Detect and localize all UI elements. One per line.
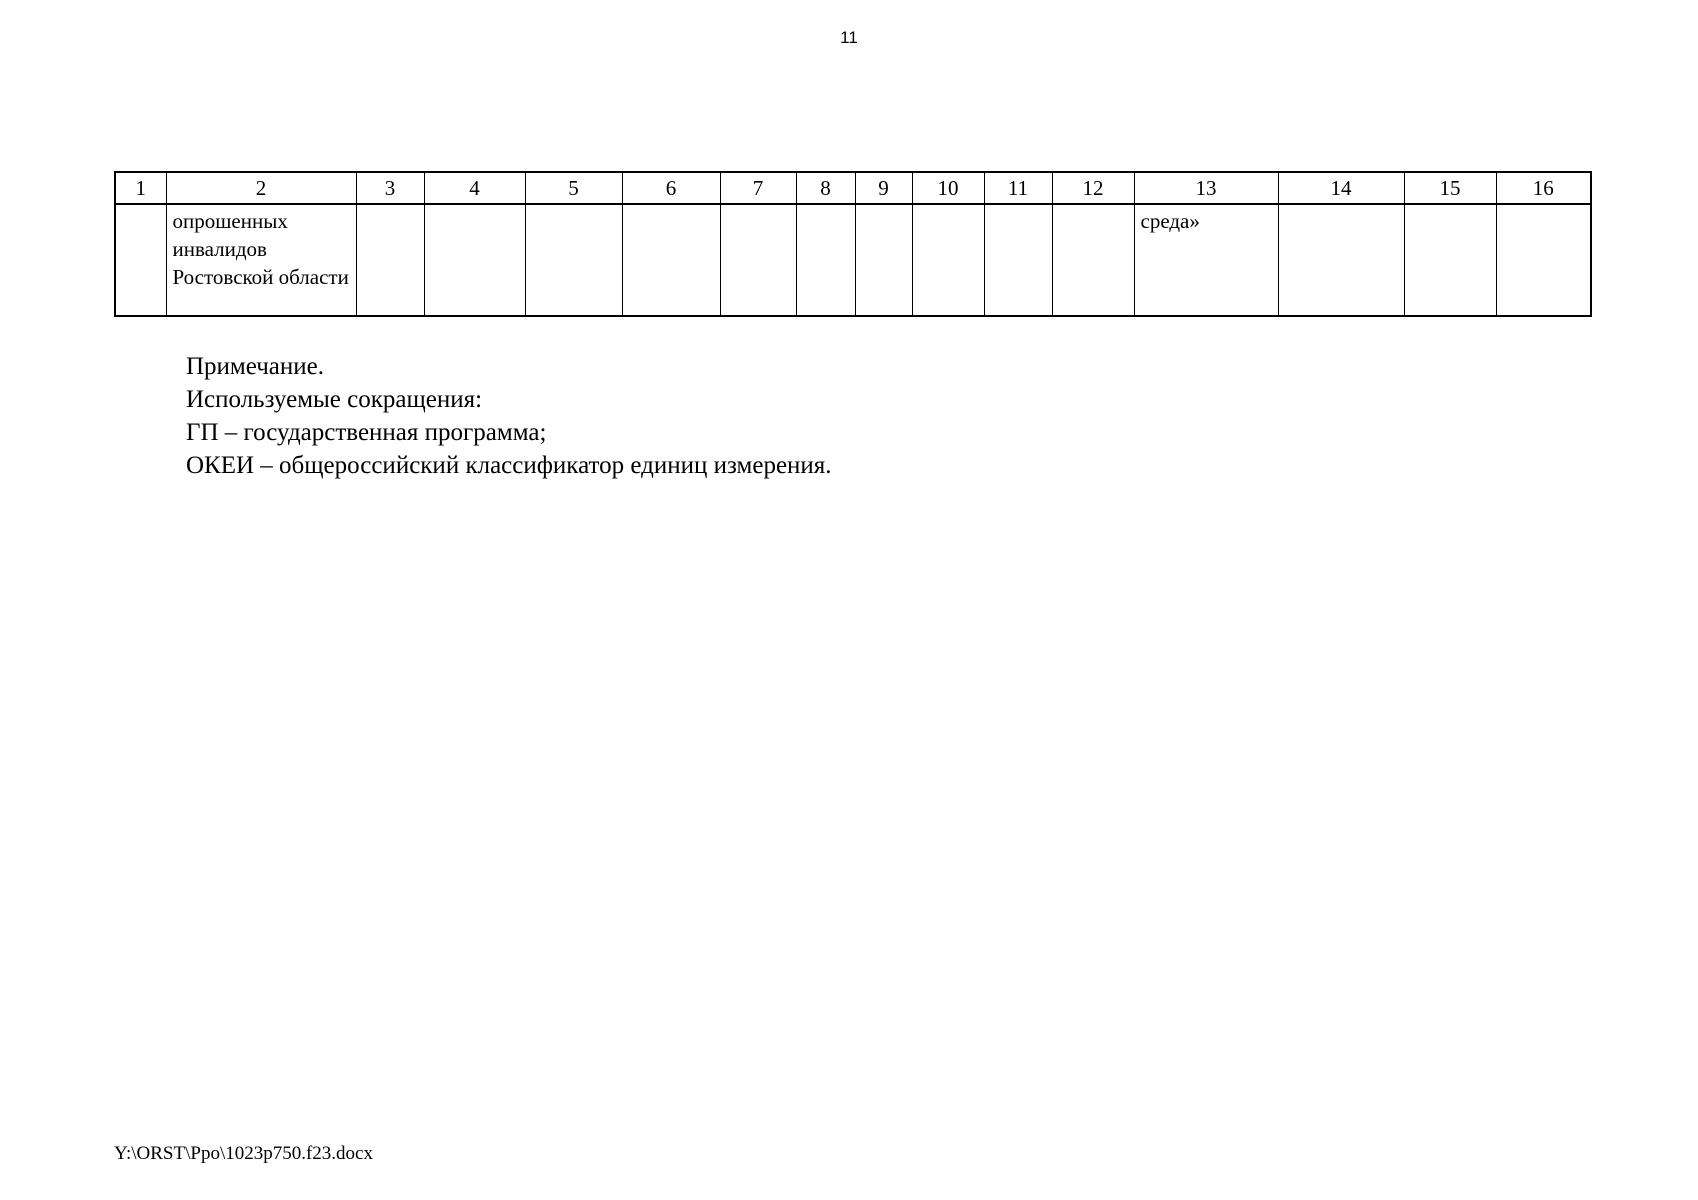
- column-header-8: 8: [796, 172, 855, 204]
- table-cell-7: [720, 204, 796, 316]
- table-cell-3: [356, 204, 424, 316]
- table-cell-16: [1496, 204, 1591, 316]
- page-number: 11: [840, 28, 858, 47]
- table-cell-11: [984, 204, 1052, 316]
- table-cell-13: среда»: [1134, 204, 1278, 316]
- table-cell-15: [1404, 204, 1496, 316]
- notes-block: [186, 350, 832, 482]
- abbreviation-gp: ГП – государственная программа;: [186, 419, 547, 446]
- column-header-15: 15: [1404, 172, 1496, 204]
- footer-file-path: Y:\ORST\Ppo\1023p750.f23.docx: [114, 1143, 373, 1164]
- column-header-9: 9: [855, 172, 912, 204]
- abbreviations-intro: Используемые сокращения:: [186, 386, 483, 413]
- table-cell-14: [1278, 204, 1404, 316]
- table-cell-10: [912, 204, 984, 316]
- table-cell-6: [622, 204, 720, 316]
- column-header-10: 10: [912, 172, 984, 204]
- column-header-5: 5: [525, 172, 622, 204]
- column-header-13: 13: [1134, 172, 1278, 204]
- column-header-6: 6: [622, 172, 720, 204]
- column-header-11: 11: [984, 172, 1052, 204]
- table-row: [115, 204, 1591, 316]
- table-cell-2: опрошенных инвалидов Ростовской области: [166, 204, 356, 316]
- column-header-2: 2: [166, 172, 356, 204]
- column-header-1: 1: [115, 172, 166, 204]
- column-header-4: 4: [424, 172, 525, 204]
- abbreviation-okei: ОКЕИ – общероссийский классификатор единиц измерения.: [186, 452, 832, 479]
- table-cell-8: [796, 204, 855, 316]
- table-cell-5: [525, 204, 622, 316]
- table-cell-12: [1052, 204, 1134, 316]
- column-header-14: 14: [1278, 172, 1404, 204]
- column-header-16: 16: [1496, 172, 1591, 204]
- table-cell-9: [855, 204, 912, 316]
- column-header-12: 12: [1052, 172, 1134, 204]
- table-header-row: [115, 172, 1591, 204]
- note-title: Примечание.: [186, 353, 325, 380]
- column-header-7: 7: [720, 172, 796, 204]
- table-cell-1: [115, 204, 166, 316]
- table-cell-4: [424, 204, 525, 316]
- column-header-3: 3: [356, 172, 424, 204]
- data-table: [114, 171, 1592, 317]
